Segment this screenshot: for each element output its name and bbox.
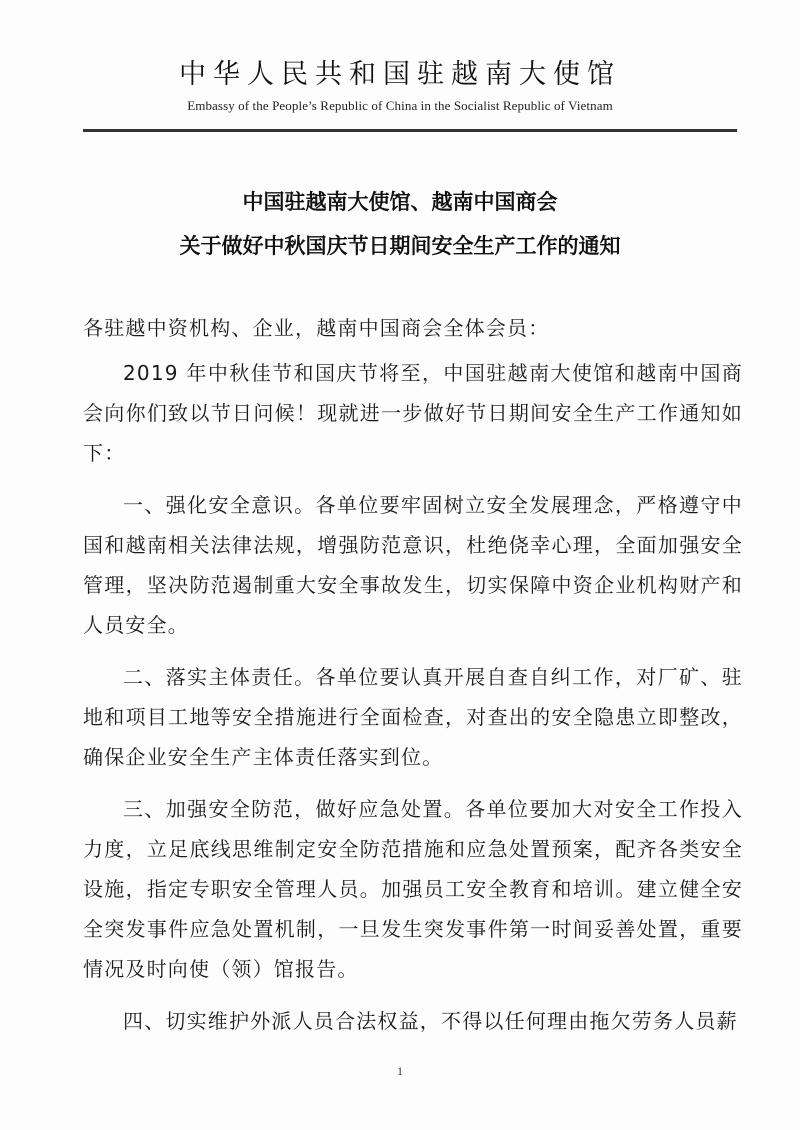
title-line-2: 关于做好中秋国庆节日期间安全生产工作的通知 bbox=[179, 234, 621, 258]
letterhead-name-english: Embassy of the People’s Republic of China in the Socialist Republic of Vietnam bbox=[187, 98, 613, 113]
paragraph-item-1: 一、强化安全意识。各单位要牢固树立安全发展理念，严格遵守中国和越南相关法律法规，增强防范意识，杜绝侥幸心理，全面加强安全管理，坚决防范遏制重大安全事故发生，切实保障中资企业机构财产和人员安全。 bbox=[83, 493, 743, 637]
salutation: 各驻越中资机构、企业，越南中国商会全体会员： bbox=[83, 316, 550, 340]
document-body bbox=[83, 308, 743, 1053]
paragraph-item-4: 四、切实维护外派人员合法权益，不得以任何理由拖欠劳务人员薪 bbox=[123, 1009, 738, 1033]
letterhead-name-chinese: 中华人民共和国驻越南大使馆 bbox=[179, 59, 621, 90]
letterhead-divider bbox=[83, 129, 737, 132]
page-number: 1 bbox=[397, 1064, 403, 1078]
paragraph-item-2: 二、落实主体责任。各单位要认真开展自查自纠工作，对厂矿、驻地和项目工地等安全措施进行全面检查，对查出的安全隐患立即整改，确保企业安全生产主体责任落实到位。 bbox=[83, 665, 743, 769]
paragraph-intro: 2019 年中秋佳节和国庆节将至，中国驻越南大使馆和越南中国商会向你们致以节日问候！现就进一步做好节日期间安全生产工作通知如下： bbox=[83, 361, 743, 465]
paragraph-item-3: 三、加强安全防范，做好应急处置。各单位要加大对安全工作投入力度，立足底线思维制定安全防范措施和应急处置预案，配齐各类安全设施，指定专职安全管理人员。加强员工安全教育和培训。建立健全安全突发事件应急处置机制，一旦发生突发事件第一时间妥善处置，重要情况及时向使（领）馆报告。 bbox=[83, 797, 743, 981]
title-line-1: 中国驻越南大使馆、越南中国商会 bbox=[242, 190, 558, 214]
letterhead bbox=[0, 58, 800, 114]
document-title bbox=[0, 180, 800, 268]
